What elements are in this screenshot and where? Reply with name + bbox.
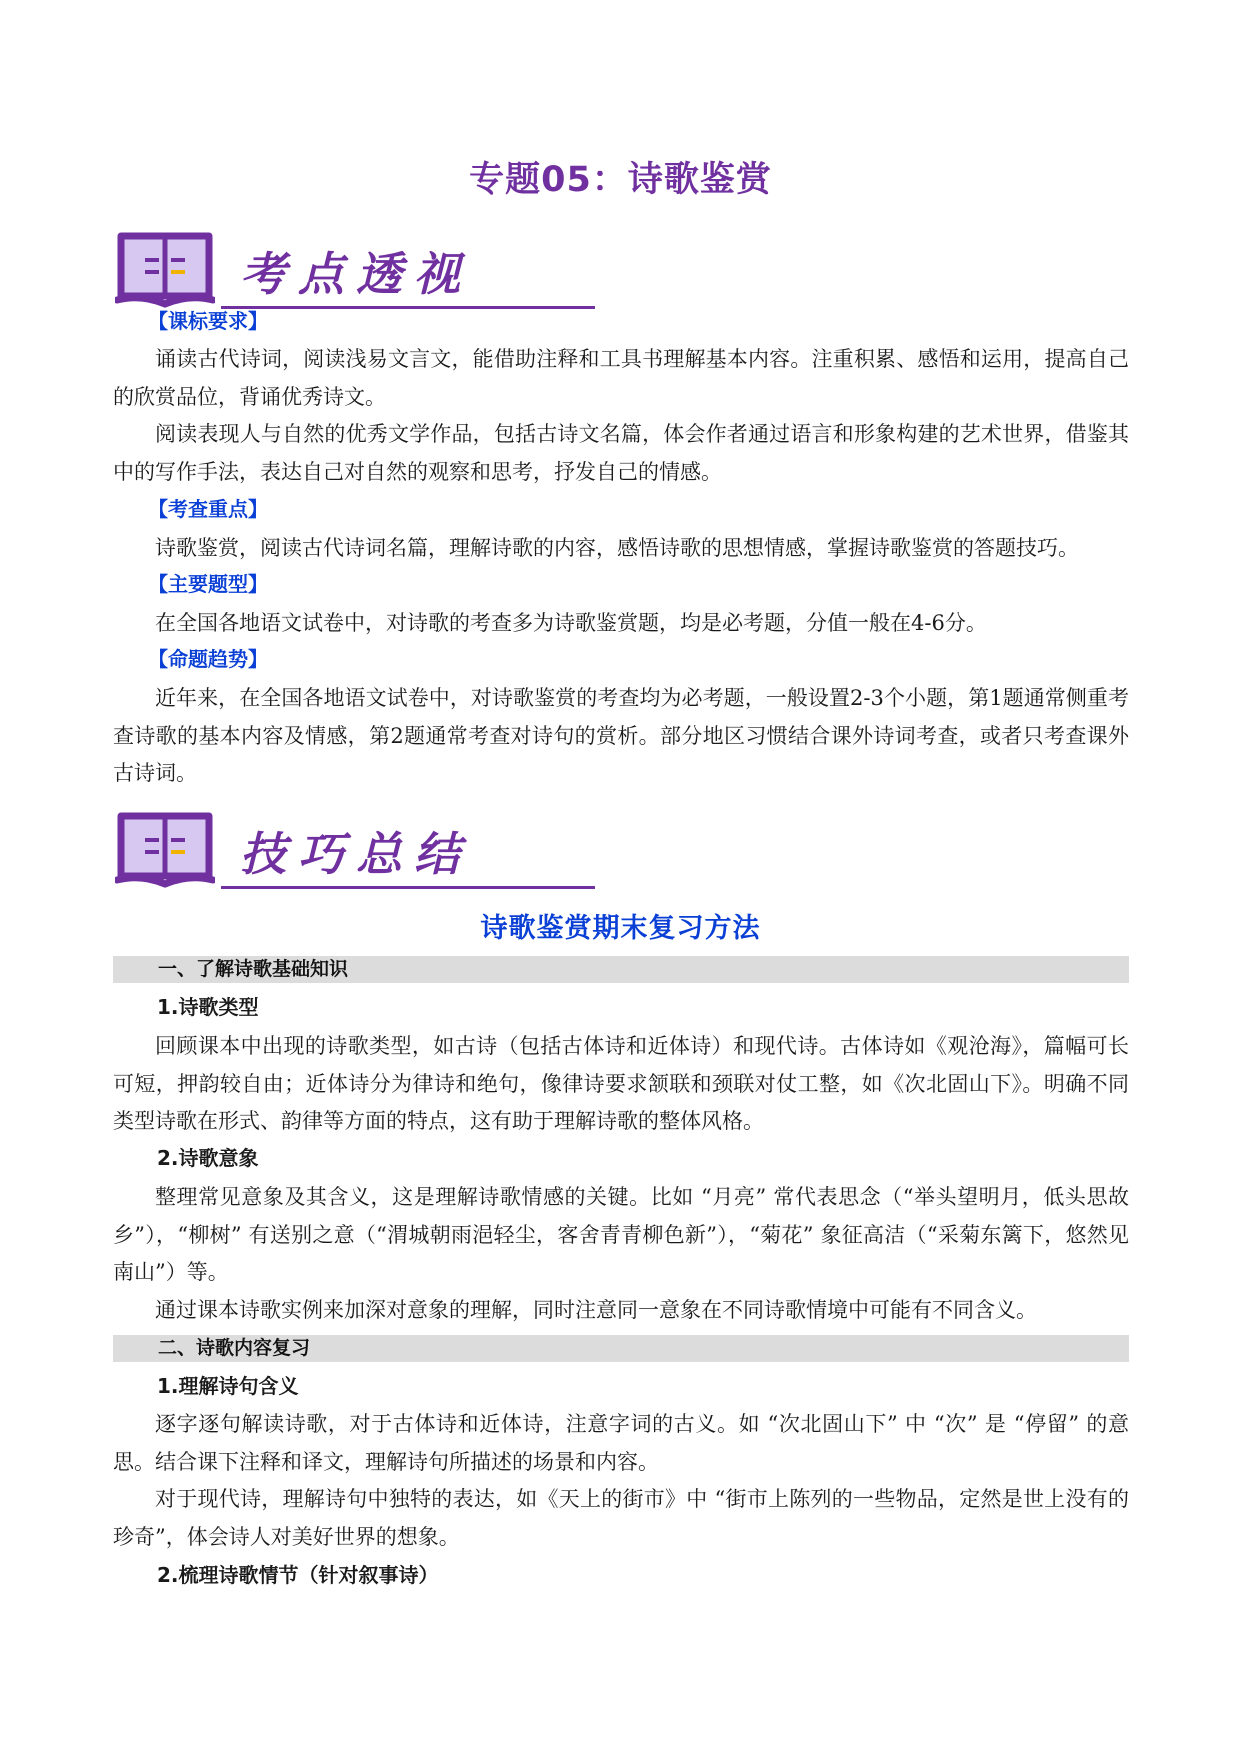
paragraph: 在全国各地语文试卷中，对诗歌的考查多为诗歌鉴赏题，均是必考题，分值一般在4-6分。 bbox=[155, 611, 987, 635]
paragraph: 回顾课本中出现的诗歌类型，如古诗（包括古体诗和近体诗）和现代诗。古体诗如《观沧海》，篇幅可长可短，押韵较自由；近体诗分为律诗和绝句，像律诗要求颔联和颈联对仗工整，如《次北固山下》。明确不同类型诗歌在形式、韵律等方面的特点，这有助于理解诗歌的整体风格。 bbox=[113, 1034, 1129, 1134]
para-yixiang bbox=[113, 1179, 1129, 1329]
para-leixing bbox=[113, 1028, 1129, 1141]
section-bar-1: 一、了解诗歌基础知识 bbox=[113, 956, 1129, 983]
para-kebiao bbox=[113, 341, 1129, 491]
paragraph: 通过课本诗歌实例来加深对意象的理解，同时注意同一意象在不同诗歌情境中可能有不同含义。 bbox=[155, 1297, 1037, 1322]
paragraph: 诵读古代诗词，阅读浅易文言文，能借助注释和工具书理解基本内容。注重积累、感悟和运用，提高自己的欣赏品位，背诵优秀诗文。 bbox=[113, 347, 1129, 409]
para-qushi bbox=[113, 680, 1129, 793]
paragraph: 逐字逐句解读诗歌，对于古体诗和近体诗，注意字词的古义。如 “次北固山下” 中 “次” 是 “停留” 的意思。结合课下注释和译文，理解诗句所描述的场景和内容。 bbox=[113, 1412, 1129, 1474]
subhead-leixing: 1.诗歌类型 bbox=[157, 995, 259, 1019]
paragraph: 诗歌鉴赏，阅读古代诗词名篇，理解诗歌的内容，感悟诗歌的思想情感，掌握诗歌鉴赏的答题技巧。 bbox=[155, 536, 1079, 560]
banner-underline bbox=[221, 306, 595, 309]
subhead-shiju: 1.理解诗句含义 bbox=[157, 1374, 299, 1398]
section-heading: 诗歌鉴赏期末复习方法 bbox=[480, 913, 761, 944]
banner-jiqiao bbox=[115, 808, 495, 898]
para-shiju bbox=[113, 1406, 1129, 1556]
subhead-qingjie: 2.梳理诗歌情节（针对叙事诗） bbox=[157, 1563, 439, 1587]
page-title: 专题05：诗歌鉴赏 bbox=[469, 160, 772, 200]
subhead-yixiang: 2.诗歌意象 bbox=[157, 1146, 259, 1170]
book-icon bbox=[115, 808, 215, 894]
tag-kaocha: 【考查重点】 bbox=[148, 497, 268, 521]
section-bar-2: 二、诗歌内容复习 bbox=[113, 1335, 1129, 1362]
para-tixing bbox=[113, 605, 1129, 643]
book-icon bbox=[115, 228, 215, 314]
paragraph: 对于现代诗，理解诗句中独特的表达，如《天上的街市》中 “街市上陈列的一些物品，定然是世上没有的珍奇”，体会诗人对美好世界的想象。 bbox=[113, 1487, 1129, 1549]
paragraph: 整理常见意象及其含义，这是理解诗歌情感的关键。比如 “月亮” 常代表思念（“举头望明月，低头思故乡”），“柳树” 有送别之意（“渭城朝雨浥轻尘，客舍青青柳色新”），“菊花” 象征高洁（“采菊东篱下，悠然见南山”）等。 bbox=[113, 1185, 1129, 1285]
para-kaocha bbox=[113, 530, 1129, 568]
banner-underline bbox=[221, 886, 595, 889]
tag-tixing: 【主要题型】 bbox=[148, 572, 268, 596]
banner-title: 考点透视 bbox=[240, 247, 472, 301]
tag-kebiao: 【课标要求】 bbox=[148, 309, 268, 333]
banner-title: 技巧总结 bbox=[240, 827, 472, 881]
paragraph: 近年来，在全国各地语文试卷中，对诗歌鉴赏的考查均为必考题，一般设置2-3个小题，第1题通常侧重考查诗歌的基本内容及情感，第2题通常考查对诗句的赏析。部分地区习惯结合课外诗词考查，或者只考查课外古诗词。 bbox=[113, 686, 1129, 786]
banner-kaodian bbox=[115, 228, 495, 318]
paragraph: 阅读表现人与自然的优秀文学作品，包括古诗文名篇，体会作者通过语言和形象构建的艺术世界，借鉴其中的写作手法，表达自己对自然的观察和思考，抒发自己的情感。 bbox=[113, 422, 1129, 484]
tag-qushi: 【命题趋势】 bbox=[148, 647, 268, 671]
